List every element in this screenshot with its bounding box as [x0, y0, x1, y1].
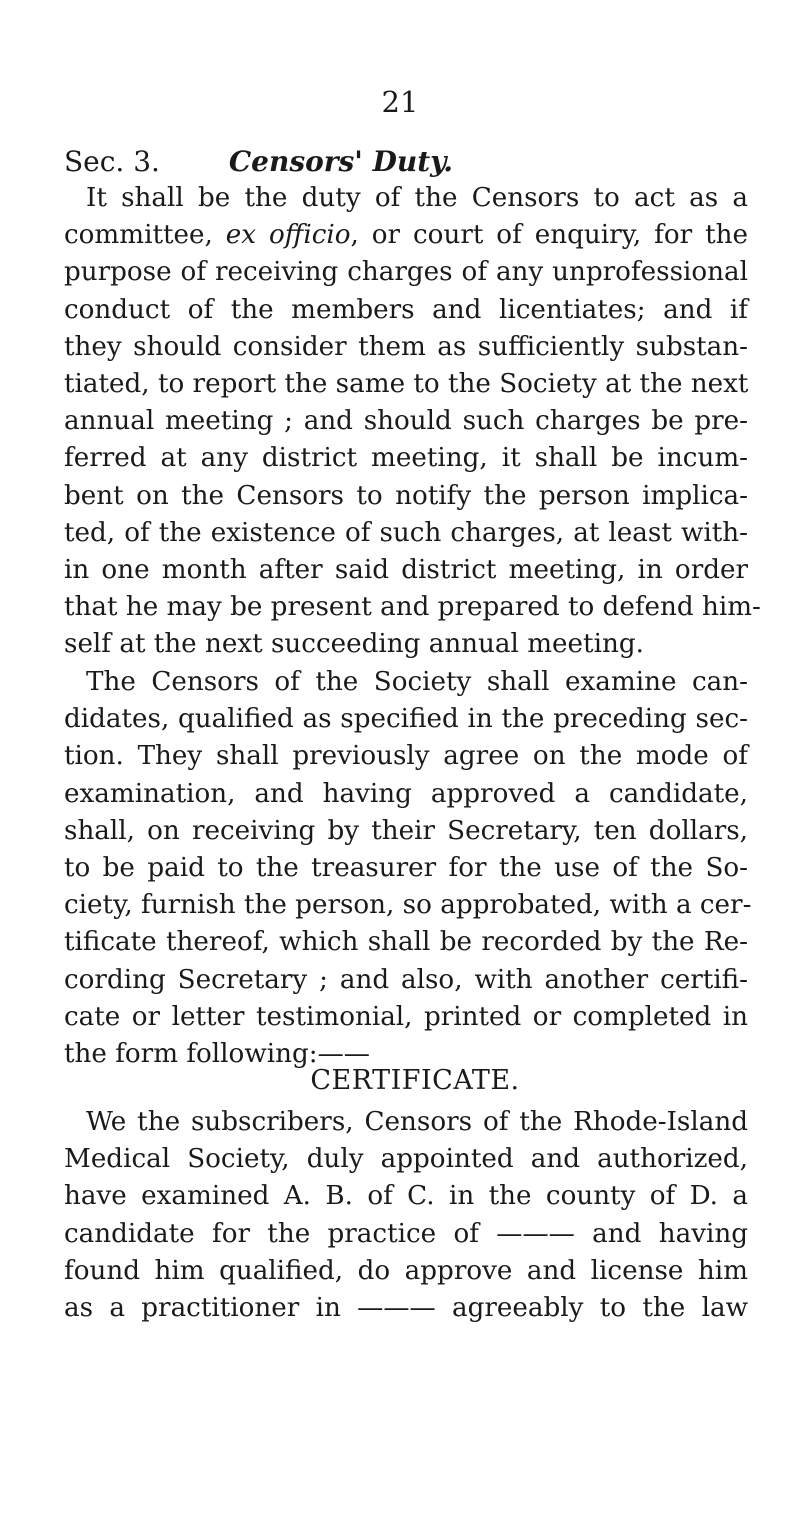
page-number: 21: [381, 85, 419, 119]
text-line: purpose of receiving charges of any unprofessional: [64, 257, 748, 288]
text-line: in one month after said district meeting, in order: [64, 555, 748, 586]
latin-phrase: ex officio: [225, 220, 351, 251]
text-line: cording Secretary ; and also, with another certifi-: [64, 964, 748, 995]
text-line: candidate for the practice of ——— and having: [64, 1218, 748, 1249]
paragraph-examination: [64, 664, 752, 1073]
text-line: ciety, furnish the person, so approbated, with a cer-: [64, 890, 752, 921]
text-line: Medical Society, duly appointed and authorized,: [64, 1144, 748, 1175]
text-line: found him qualified, do approve and license him: [64, 1255, 748, 1286]
section-label: Sec. 3.: [64, 145, 160, 178]
text-line: We the subscribers, Censors of the Rhode-Island: [86, 1107, 748, 1137]
text-line: they should consider them as sufficiently substan-: [64, 331, 748, 362]
text-line: the form following:——: [64, 1039, 370, 1070]
text-line: cate or letter testimonial, printed or completed in: [64, 1001, 748, 1032]
text-line: tion. They shall previously agree on the mode of: [64, 741, 748, 772]
section-heading: [64, 142, 453, 182]
paragraph-censors-duty: [64, 180, 761, 664]
text-line: to be paid to the treasurer for the use of the So-: [64, 853, 748, 884]
text-line: self at the next succeeding annual meeting.: [64, 629, 644, 660]
section-title-text: Censors' Duty.: [228, 145, 453, 178]
text-line: examination, and having approved a candidate,: [64, 778, 748, 809]
certificate-text: [64, 1104, 748, 1327]
text-line: as a practitioner in ——— agreeably to the law: [64, 1293, 748, 1324]
text-line: committee, ex officio, or court of enquiry, for the: [64, 220, 748, 251]
text-line: conduct of the members and licentiates; and if: [64, 294, 748, 325]
text-line: shall, on receiving by their Secretary, ten dollars,: [64, 815, 748, 846]
text-line: It shall be the duty of the Censors to act as a: [86, 183, 748, 213]
text-line: The Censors of the Society shall examine can-: [86, 667, 748, 697]
text-line: tiated, to report the same to the Society at the next: [64, 369, 749, 400]
text-line: tificate thereof, which shall be recorded by the Re-: [64, 927, 748, 958]
text-line: annual meeting ; and should such charges be pre-: [64, 406, 748, 437]
text-line: have examined A. B. of C. in the county of D. a: [64, 1181, 748, 1212]
text-line: ted, of the existence of such charges, at least with-: [64, 517, 748, 548]
text-line: didates, qualified as specified in the preceding sec-: [64, 704, 748, 735]
certificate-heading: CERTIFICATE.: [310, 1065, 520, 1096]
text-line: that he may be present and prepared to defend him-: [64, 592, 761, 623]
section-title: [229, 142, 453, 182]
text-line: ferred at any district meeting, it shall be incum-: [64, 443, 748, 474]
text-line: bent on the Censors to notify the person implica-: [64, 480, 748, 511]
